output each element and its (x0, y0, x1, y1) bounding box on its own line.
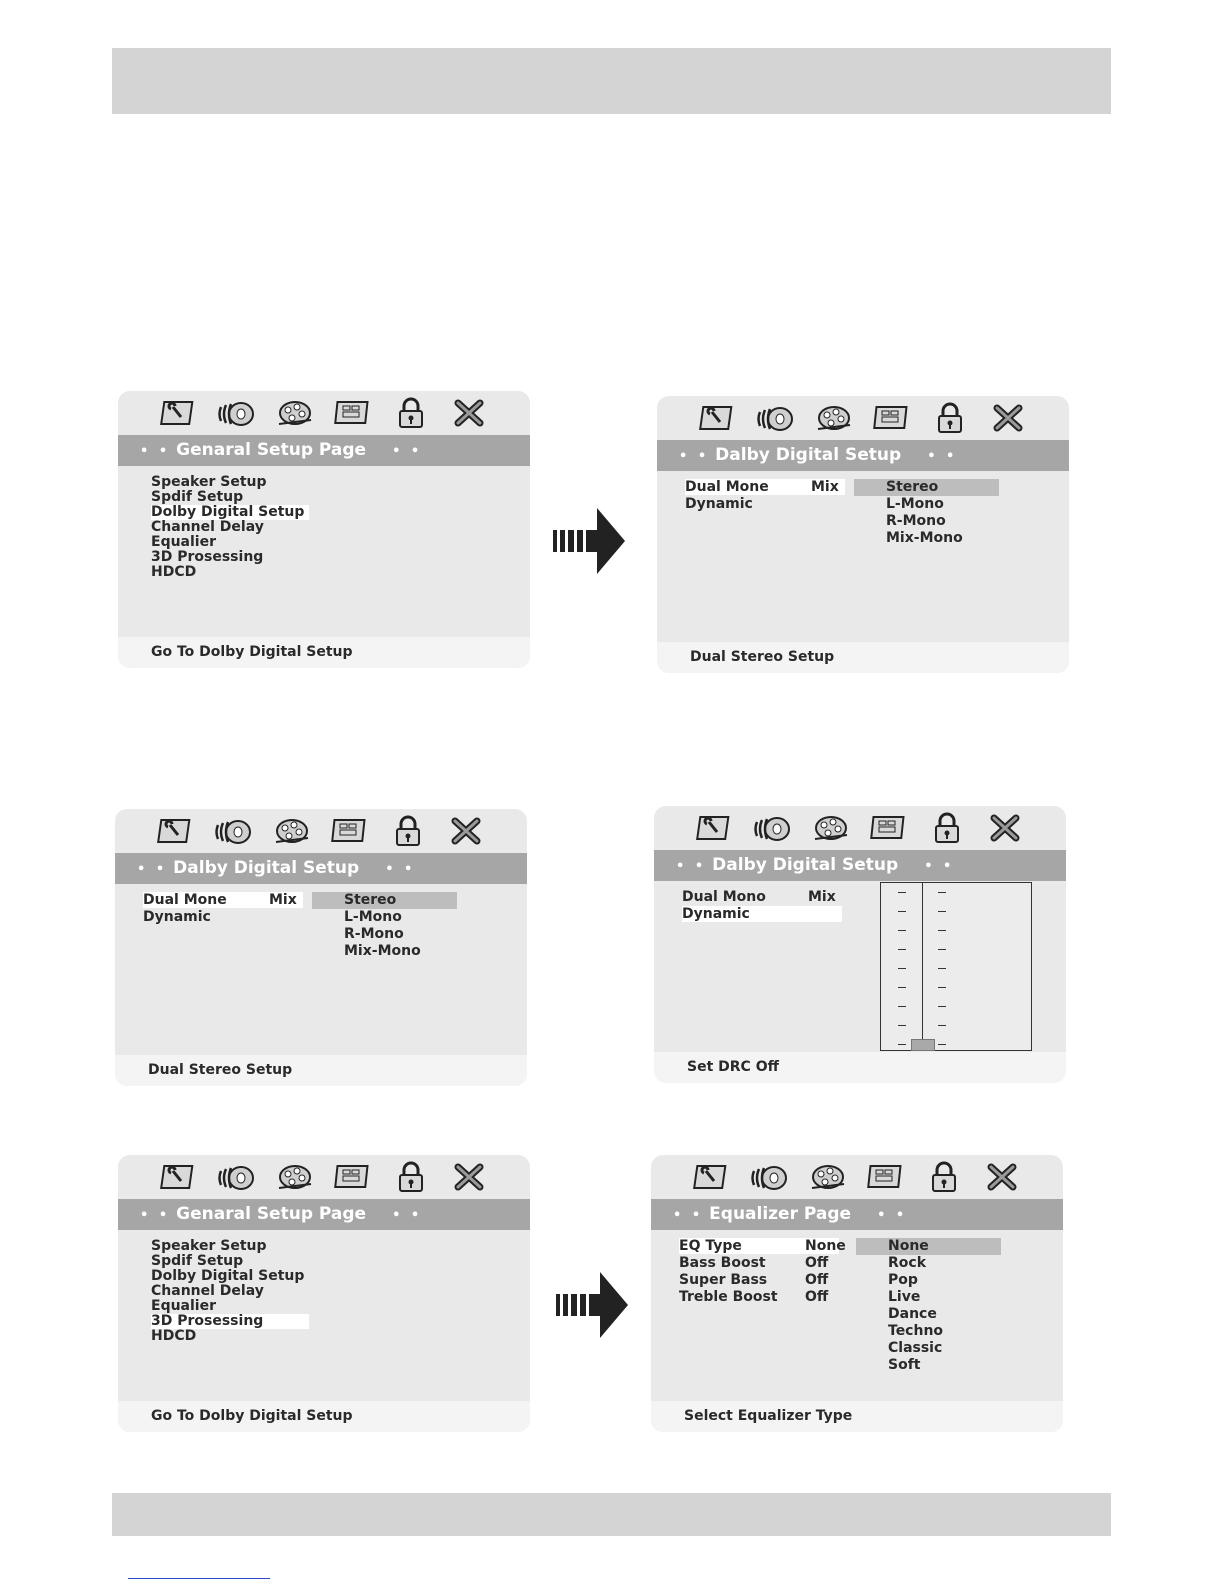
row-label: Dual Mone (685, 479, 769, 495)
slider-tick (898, 930, 906, 931)
lock-icon[interactable] (923, 1160, 965, 1194)
close-icon[interactable] (981, 1160, 1023, 1194)
dual-mono-row[interactable] (143, 892, 303, 908)
dynamic-row[interactable] (143, 909, 303, 925)
option-techno[interactable]: Techno (888, 1323, 944, 1339)
option-live[interactable]: Live (888, 1289, 921, 1305)
menu-item-speaker-setup[interactable]: Speaker Setup (151, 1238, 267, 1254)
menu-item-dolby-digital-setup[interactable]: Dolby Digital Setup (151, 505, 309, 520)
option-rock[interactable]: Rock (888, 1255, 927, 1271)
page-title: Dalby Digital Setup (173, 858, 360, 878)
icon-bar (115, 809, 527, 853)
slider-tick (898, 968, 906, 969)
dual-mono-options (312, 892, 457, 960)
speaker-icon[interactable] (216, 396, 258, 430)
slider-tick (938, 1025, 946, 1026)
menu-item-channel-delay[interactable]: Channel Delay (151, 519, 264, 535)
icon-bar (657, 396, 1069, 440)
speaker-icon[interactable] (213, 814, 255, 848)
option-stereo[interactable]: Stereo (854, 479, 999, 496)
page-title: Dalby Digital Setup (712, 855, 899, 875)
row-label: EQ Type (679, 1238, 742, 1254)
screen-icon[interactable] (868, 811, 910, 845)
wrench-icon[interactable] (694, 811, 736, 845)
page-title-bar: • • Dalby Digital Setup • • (657, 440, 1069, 471)
row-label: Dual Mono (682, 889, 766, 905)
slider-tick (938, 987, 946, 988)
speaker-icon[interactable] (216, 1160, 258, 1194)
icon-bar (654, 806, 1066, 850)
row-label: Treble Boost (679, 1289, 778, 1305)
option-mix-mono[interactable]: Mix-Mono (886, 530, 963, 546)
option-r-mono[interactable]: R-Mono (886, 513, 946, 529)
menu-item-3d-prosessing[interactable]: 3D Prosessing (151, 1314, 309, 1329)
lock-icon[interactable] (929, 401, 971, 435)
bass-boost-row[interactable] (679, 1255, 839, 1271)
general-setup-screen (118, 391, 530, 668)
status-bar: Dual Stereo Setup (657, 642, 1069, 673)
row-label: Bass Boost (679, 1255, 766, 1271)
treble-boost-row[interactable] (679, 1289, 839, 1305)
lock-icon[interactable] (926, 811, 968, 845)
row-value: Mix (811, 479, 839, 495)
page-title: Equalizer Page (709, 1204, 852, 1224)
row-label: Dynamic (682, 906, 750, 922)
row-value: Mix (808, 889, 836, 905)
slider-tick (898, 911, 906, 912)
header-band (112, 48, 1111, 114)
film-reel-icon[interactable] (271, 814, 313, 848)
slider-tick (938, 968, 946, 969)
status-bar: Go To Dolby Digital Setup (118, 637, 530, 668)
option-stereo[interactable]: Stereo (312, 892, 457, 909)
setup-menu (151, 1239, 309, 1344)
film-reel-icon[interactable] (813, 401, 855, 435)
row-value: Off (805, 1255, 829, 1271)
speaker-icon[interactable] (749, 1160, 791, 1194)
page-title-bar: • • Equalizer Page • • (651, 1199, 1063, 1230)
dynamic-row[interactable] (685, 496, 845, 512)
dolby-digital-drc-screen (654, 806, 1066, 1083)
slider-tick (898, 1044, 906, 1045)
page-title-bar: • • Genaral Setup Page • • (118, 435, 530, 466)
equalizer-screen (651, 1155, 1063, 1432)
footer-band (112, 1493, 1111, 1536)
menu-item-speaker-setup[interactable]: Speaker Setup (151, 474, 267, 490)
lock-icon[interactable] (390, 396, 432, 430)
menu-item-equalier[interactable]: Equalier (151, 534, 216, 550)
screen-icon[interactable] (332, 396, 374, 430)
option-mix-mono[interactable]: Mix-Mono (344, 943, 421, 959)
footer-link-underline (128, 1578, 270, 1579)
wrench-icon[interactable] (158, 396, 200, 430)
option-none[interactable]: None (856, 1238, 1001, 1255)
right-arrow-icon (556, 1272, 628, 1338)
page-title: Dalby Digital Setup (715, 445, 902, 465)
right-arrow-icon (553, 508, 625, 574)
row-label: Dynamic (685, 496, 753, 512)
dolby-digital-setup-screen (115, 809, 527, 1086)
option-dance[interactable]: Dance (888, 1306, 937, 1322)
row-label: Dual Mone (143, 892, 227, 908)
icon-bar (651, 1155, 1063, 1199)
slider-tick (938, 949, 946, 950)
slider-knob[interactable] (911, 1039, 935, 1051)
wrench-icon[interactable] (697, 401, 739, 435)
speaker-icon[interactable] (752, 811, 794, 845)
general-setup-screen (118, 1155, 530, 1432)
wrench-icon[interactable] (691, 1160, 733, 1194)
option-soft[interactable]: Soft (888, 1357, 921, 1373)
eq-type-row[interactable] (679, 1238, 846, 1254)
row-value: Off (805, 1289, 829, 1305)
menu-item-hdcd[interactable]: HDCD (151, 564, 197, 580)
wrench-icon[interactable] (158, 1160, 200, 1194)
close-icon[interactable] (445, 814, 487, 848)
wrench-icon[interactable] (155, 814, 197, 848)
page-title-bar: • • Dalby Digital Setup • • (654, 850, 1066, 881)
slider-tick (938, 1006, 946, 1007)
row-value: None (805, 1238, 846, 1254)
option-r-mono[interactable]: R-Mono (344, 926, 404, 942)
page-title-bar: • • Dalby Digital Setup • • (115, 853, 527, 884)
menu-item-spdif-setup[interactable]: Spdif Setup (151, 1253, 244, 1269)
film-reel-icon[interactable] (274, 396, 316, 430)
screen-icon[interactable] (332, 1160, 374, 1194)
drc-level-slider[interactable] (880, 882, 1032, 1051)
menu-item-spdif-setup[interactable]: Spdif Setup (151, 489, 244, 505)
dual-mono-row[interactable] (685, 479, 845, 495)
dual-mono-options (854, 479, 999, 547)
film-reel-icon[interactable] (810, 811, 852, 845)
close-icon[interactable] (448, 396, 490, 430)
row-value: Mix (269, 892, 297, 908)
screen-icon[interactable] (871, 401, 913, 435)
close-icon[interactable] (984, 811, 1026, 845)
lock-icon[interactable] (390, 1160, 432, 1194)
option-classic[interactable]: Classic (888, 1340, 943, 1356)
page-title-bar: • • Genaral Setup Page • • (118, 1199, 530, 1230)
option-l-mono[interactable]: L-Mono (344, 909, 402, 925)
slider-tick (938, 930, 946, 931)
slider-tick (898, 892, 906, 893)
option-l-mono[interactable]: L-Mono (886, 496, 944, 512)
slider-tick (898, 1025, 906, 1026)
icon-bar (118, 1155, 530, 1199)
menu-item-equalier[interactable]: Equalier (151, 1298, 216, 1314)
eq-type-options (856, 1238, 1001, 1374)
screen-icon[interactable] (329, 814, 371, 848)
close-icon[interactable] (448, 1160, 490, 1194)
slider-tick (938, 911, 946, 912)
row-label: Super Bass (679, 1272, 768, 1288)
speaker-icon[interactable] (755, 401, 797, 435)
row-label: Dynamic (143, 909, 211, 925)
menu-item-hdcd[interactable]: HDCD (151, 1328, 197, 1344)
menu-item-3d-prosessing[interactable]: 3D Prosessing (151, 549, 264, 565)
setup-menu (151, 475, 309, 580)
dual-mono-row[interactable] (682, 889, 842, 905)
slider-track (922, 883, 923, 1050)
slider-tick (938, 892, 946, 893)
menu-item-dolby-digital-setup[interactable]: Dolby Digital Setup (151, 1268, 305, 1284)
lock-icon[interactable] (387, 814, 429, 848)
slider-tick (898, 1006, 906, 1007)
super-bass-row[interactable] (679, 1272, 839, 1288)
film-reel-icon[interactable] (807, 1160, 849, 1194)
option-pop[interactable]: Pop (888, 1272, 918, 1288)
menu-item-channel-delay[interactable]: Channel Delay (151, 1283, 264, 1299)
page-title: Genaral Setup Page (176, 1204, 367, 1224)
close-icon[interactable] (987, 401, 1029, 435)
dynamic-row[interactable] (682, 906, 842, 922)
slider-tick (898, 949, 906, 950)
status-bar: Dual Stereo Setup (115, 1055, 527, 1086)
dolby-digital-setup-screen (657, 396, 1069, 673)
icon-bar (118, 391, 530, 435)
status-bar: Select Equalizer Type (651, 1401, 1063, 1432)
page-title: Genaral Setup Page (176, 440, 367, 460)
status-bar: Set DRC Off (654, 1052, 1066, 1083)
slider-tick (938, 1044, 946, 1045)
slider-tick (898, 987, 906, 988)
status-bar: Go To Dolby Digital Setup (118, 1401, 530, 1432)
row-value: Off (805, 1272, 829, 1288)
screen-icon[interactable] (865, 1160, 907, 1194)
film-reel-icon[interactable] (274, 1160, 316, 1194)
